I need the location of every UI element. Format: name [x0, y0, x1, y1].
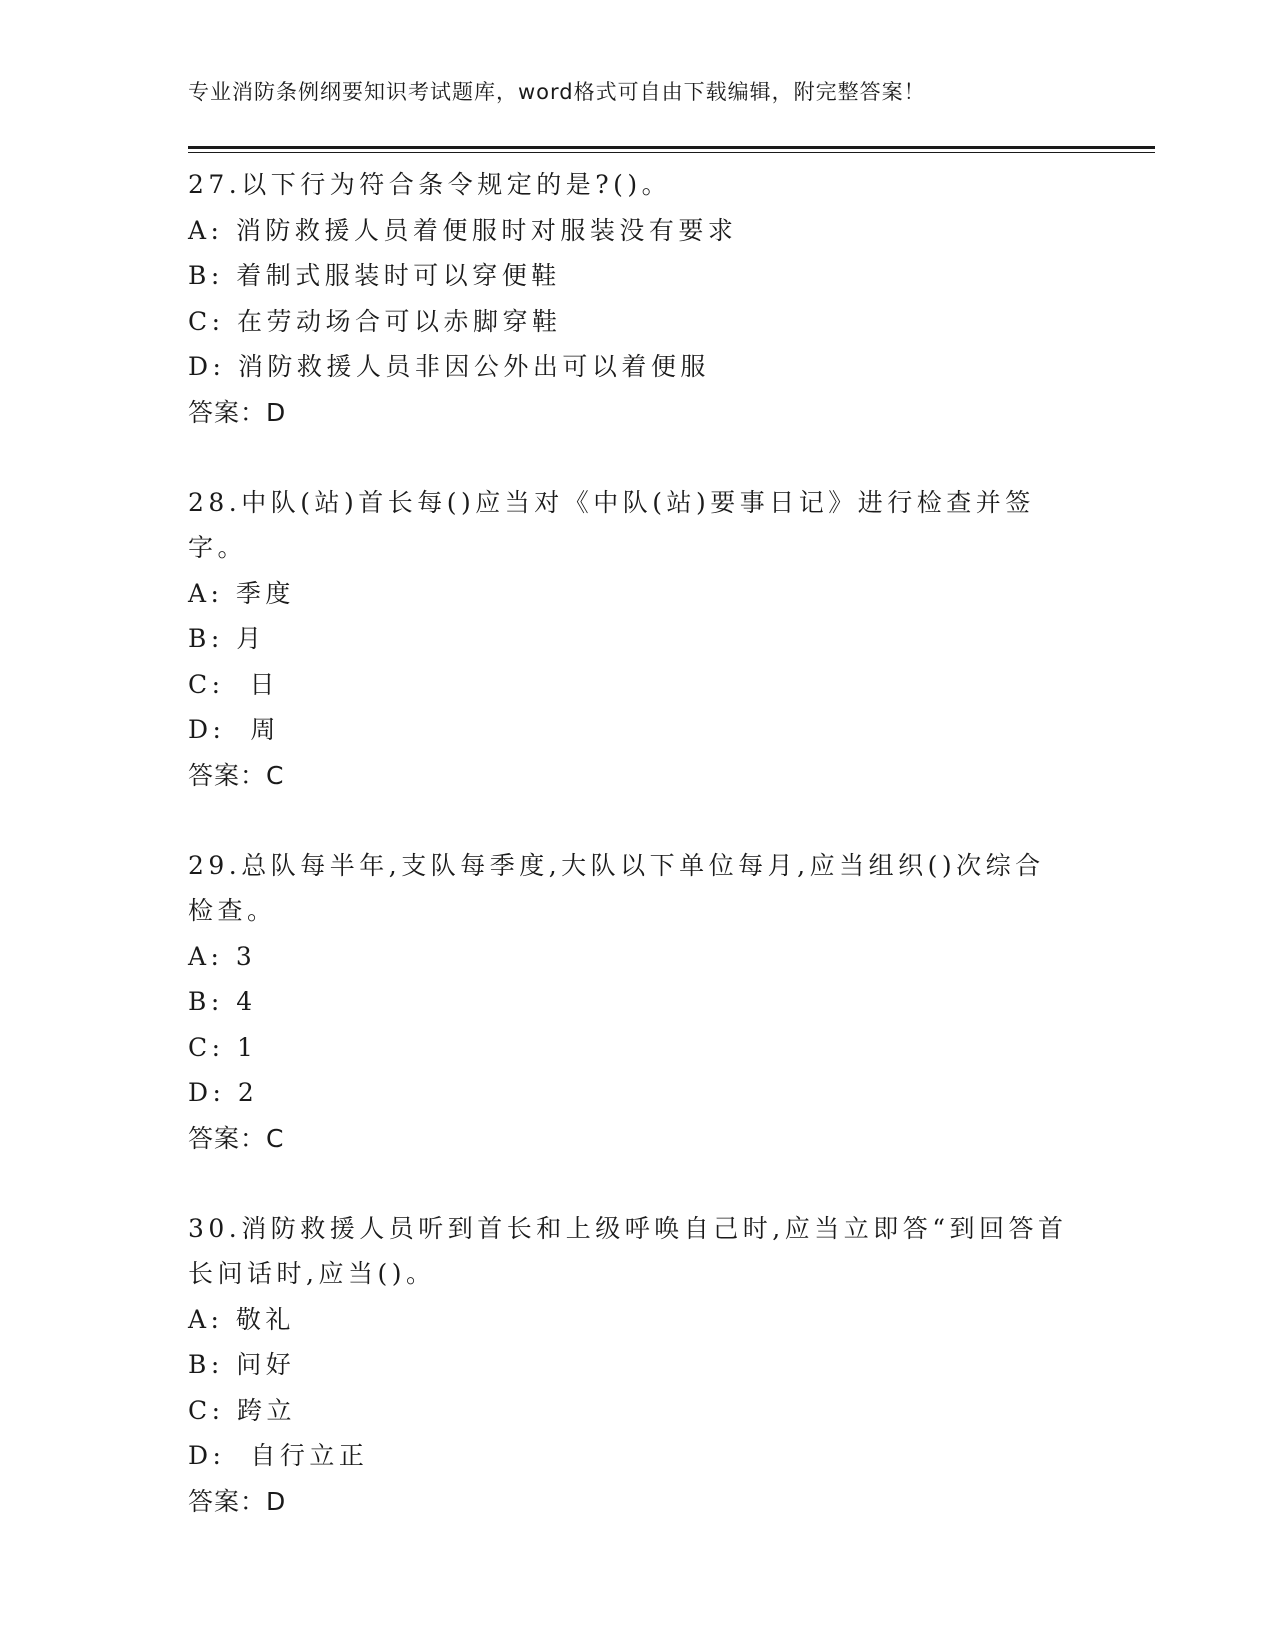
question-stem: 28.中队(站)首长每()应当对《中队(站)要事日记》进行检查并签字。	[188, 487, 1035, 562]
option-d: D: 周	[188, 715, 280, 744]
option-c: C: 跨立	[188, 1395, 296, 1425]
option-b: B: 问好	[188, 1350, 296, 1379]
option-c: C: 在劳动场合可以赤脚穿鞋	[188, 306, 562, 336]
option-b: B: 月	[188, 624, 266, 653]
page-header: 专业消防条例纲要知识考试题库，word格式可自由下载编辑，附完整答案！	[188, 80, 926, 104]
option-a: A: 消防救援人员着便服时对服装没有要求	[188, 215, 738, 245]
option-a: A: 3	[188, 941, 257, 971]
question-stem: 29.总队每半年,支队每季度,大队以下单位每月,应当组织()次综合检查。	[188, 850, 1045, 925]
question-block	[188, 162, 1068, 436]
option-d: D: 2	[188, 1078, 259, 1107]
question-block	[188, 843, 1068, 1162]
option-c: C: 1	[188, 1032, 258, 1062]
question-block	[188, 1206, 1068, 1525]
header-rule-thin	[188, 152, 1155, 153]
option-d: D: 自行立正	[188, 1441, 369, 1470]
option-a: A: 敬礼	[188, 1304, 295, 1334]
question-stem: 27.以下行为符合条令规定的是?()。	[188, 170, 672, 199]
answer-line: 答案：C	[188, 760, 285, 790]
question-list	[188, 162, 1068, 1569]
option-d: D: 消防救援人员非因公外出可以着便服	[188, 352, 710, 381]
option-b: B: 4	[188, 987, 257, 1016]
option-b: B: 着制式服装时可以穿便鞋	[188, 261, 561, 290]
answer-line: 答案：D	[188, 397, 287, 427]
option-c: C: 日	[188, 669, 279, 699]
question-block	[188, 480, 1068, 799]
option-a: A: 季度	[188, 578, 295, 608]
question-stem: 30.消防救援人员听到首长和上级呼唤自己时,应当立即答“到回答首长问话时,应当()。	[188, 1213, 1068, 1288]
answer-line: 答案：D	[188, 1486, 287, 1516]
header-rule-thick	[188, 146, 1155, 149]
answer-line: 答案：C	[188, 1123, 285, 1153]
